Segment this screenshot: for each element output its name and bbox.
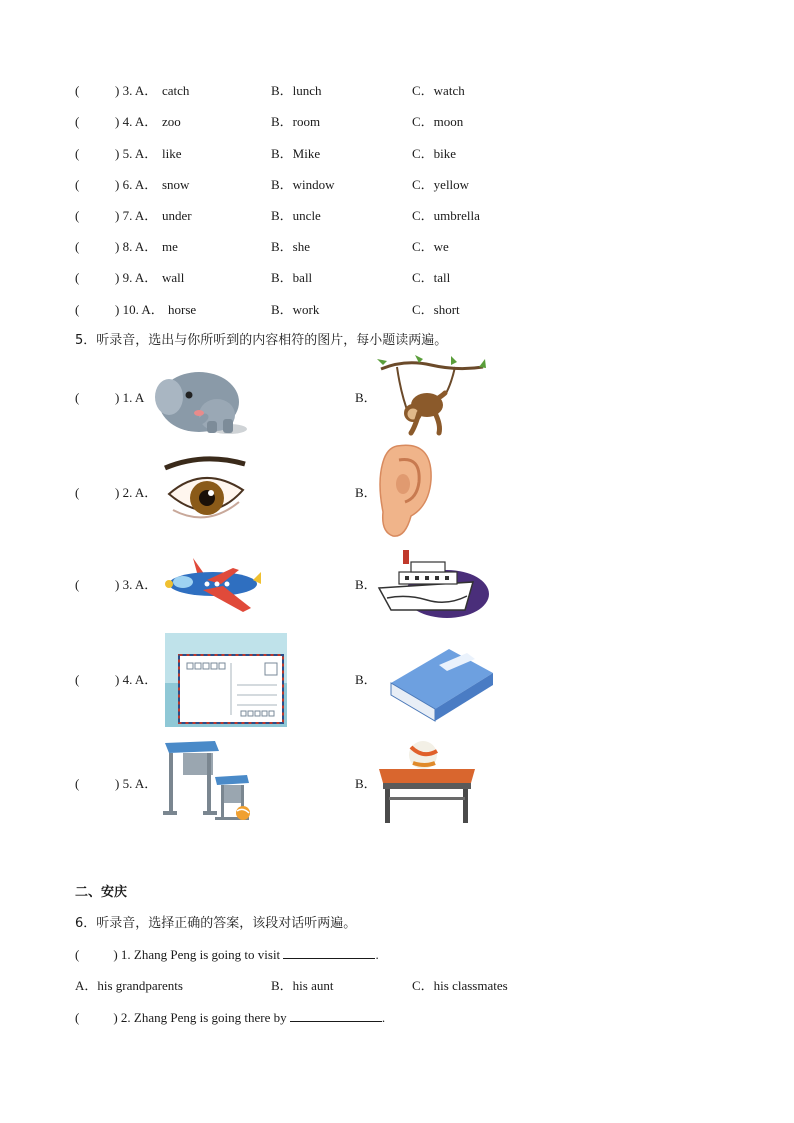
option-c: C．short	[412, 302, 460, 317]
question-text: ) 2. Zhang Peng is going there by	[113, 1010, 287, 1025]
word-choice-row	[75, 113, 715, 131]
option-a: A．his grandparents	[75, 978, 183, 993]
option-b: B．lunch	[271, 83, 322, 98]
question6-item1-options	[75, 977, 715, 995]
question-number: ) 7. A．	[115, 208, 158, 223]
option-b: B．Mike	[271, 146, 321, 161]
question-number: ) 9. A．	[115, 270, 158, 285]
option-c: C．umbrella	[412, 208, 480, 223]
option-c: C．tall	[412, 270, 451, 285]
word-choice-row	[75, 145, 715, 163]
option-c: C．moon	[412, 114, 464, 129]
option-b-label: B．	[355, 485, 377, 500]
option-c: C．yellow	[412, 177, 470, 192]
question-end: .	[381, 1010, 386, 1025]
option-b: B．she	[271, 239, 311, 254]
desk-chair-icon	[163, 737, 257, 827]
question-number: ) 4. A．	[115, 114, 158, 129]
option-a: wall	[162, 270, 185, 285]
picture-question-row	[75, 735, 715, 830]
answer-paren: (	[75, 577, 80, 592]
option-a: catch	[162, 83, 190, 98]
option-c: C．watch	[412, 83, 465, 98]
answer-paren: (	[75, 776, 80, 791]
answer-paren: (	[75, 947, 80, 962]
option-b-label: B．	[355, 672, 377, 687]
ball-on-table-icon	[377, 739, 477, 825]
option-b: B．room	[271, 114, 321, 129]
answer-blank[interactable]	[283, 946, 375, 959]
monkey-icon	[375, 355, 487, 437]
option-a: me	[162, 239, 178, 254]
word-choice-row	[75, 301, 715, 319]
eye-icon	[163, 454, 247, 530]
question-number: ) 10. A．	[115, 302, 164, 317]
answer-paren: (	[75, 83, 80, 98]
option-b-label: B．	[355, 577, 377, 592]
option-a-label: ) 5. A．	[115, 776, 158, 791]
answer-paren: (	[75, 270, 80, 285]
option-b: B．ball	[271, 270, 313, 285]
option-a-label: ) 2. A．	[115, 485, 158, 500]
option-a: snow	[162, 177, 190, 192]
question-text: ) 1. Zhang Peng is going to visit	[113, 947, 281, 962]
plane-icon	[163, 554, 263, 616]
answer-paren: (	[75, 239, 80, 254]
answer-blank[interactable]	[290, 1009, 382, 1022]
question-number: ) 8. A．	[115, 239, 158, 254]
ear-icon	[375, 442, 437, 542]
question6-item1	[75, 946, 379, 964]
book-icon	[387, 645, 495, 725]
question6-item2	[75, 1009, 385, 1027]
answer-paren: (	[75, 146, 80, 161]
option-b-label: B．	[355, 776, 377, 791]
postcard-icon	[165, 633, 287, 727]
question-number: ) 5. A．	[115, 146, 158, 161]
option-a: horse	[168, 302, 197, 317]
question-number: ) 3. A．	[115, 83, 158, 98]
answer-paren: (	[75, 177, 80, 192]
option-b: B．window	[271, 177, 335, 192]
word-choice-row	[75, 176, 715, 194]
answer-paren: (	[75, 302, 80, 317]
answer-paren: (	[75, 1010, 80, 1025]
word-choice-row	[75, 238, 715, 256]
picture-question-row	[75, 355, 715, 440]
option-c: C．we	[412, 239, 449, 254]
option-b: B．uncle	[271, 208, 321, 223]
word-choice-row	[75, 207, 715, 225]
option-c: C．bike	[412, 146, 457, 161]
option-b-label: B．	[355, 390, 377, 405]
option-a: like	[162, 146, 182, 161]
answer-paren: (	[75, 114, 80, 129]
elephant-icon	[149, 357, 249, 439]
section5-title: 5．听录音，选出与你所听到的内容相符的图片，每小题读两遍。	[75, 333, 448, 348]
question-end: .	[375, 947, 379, 962]
option-a-label: ) 3. A．	[115, 577, 158, 592]
answer-paren: (	[75, 485, 80, 500]
option-c: C．his classmates	[412, 978, 508, 993]
question6-title: 6．听录音，选择正确的答案，该段对话听两遍。	[75, 916, 357, 931]
option-b: B．work	[271, 302, 320, 317]
option-a-label: ) 4. A．	[115, 672, 158, 687]
ship-icon	[377, 548, 489, 620]
word-choice-row	[75, 269, 715, 287]
answer-paren: (	[75, 672, 80, 687]
picture-question-row	[75, 450, 715, 540]
picture-question-row	[75, 633, 715, 728]
answer-paren: (	[75, 208, 80, 223]
picture-question-row	[75, 548, 715, 628]
question-number: ) 6. A．	[115, 177, 158, 192]
option-b: B．his aunt	[271, 978, 334, 993]
answer-paren: (	[75, 390, 80, 405]
option-a: zoo	[162, 114, 181, 129]
option-a-label: ) 1. A	[115, 390, 145, 405]
word-choice-row	[75, 82, 715, 100]
section-two-title: 二、安庆	[75, 885, 128, 900]
option-a: under	[162, 208, 192, 223]
